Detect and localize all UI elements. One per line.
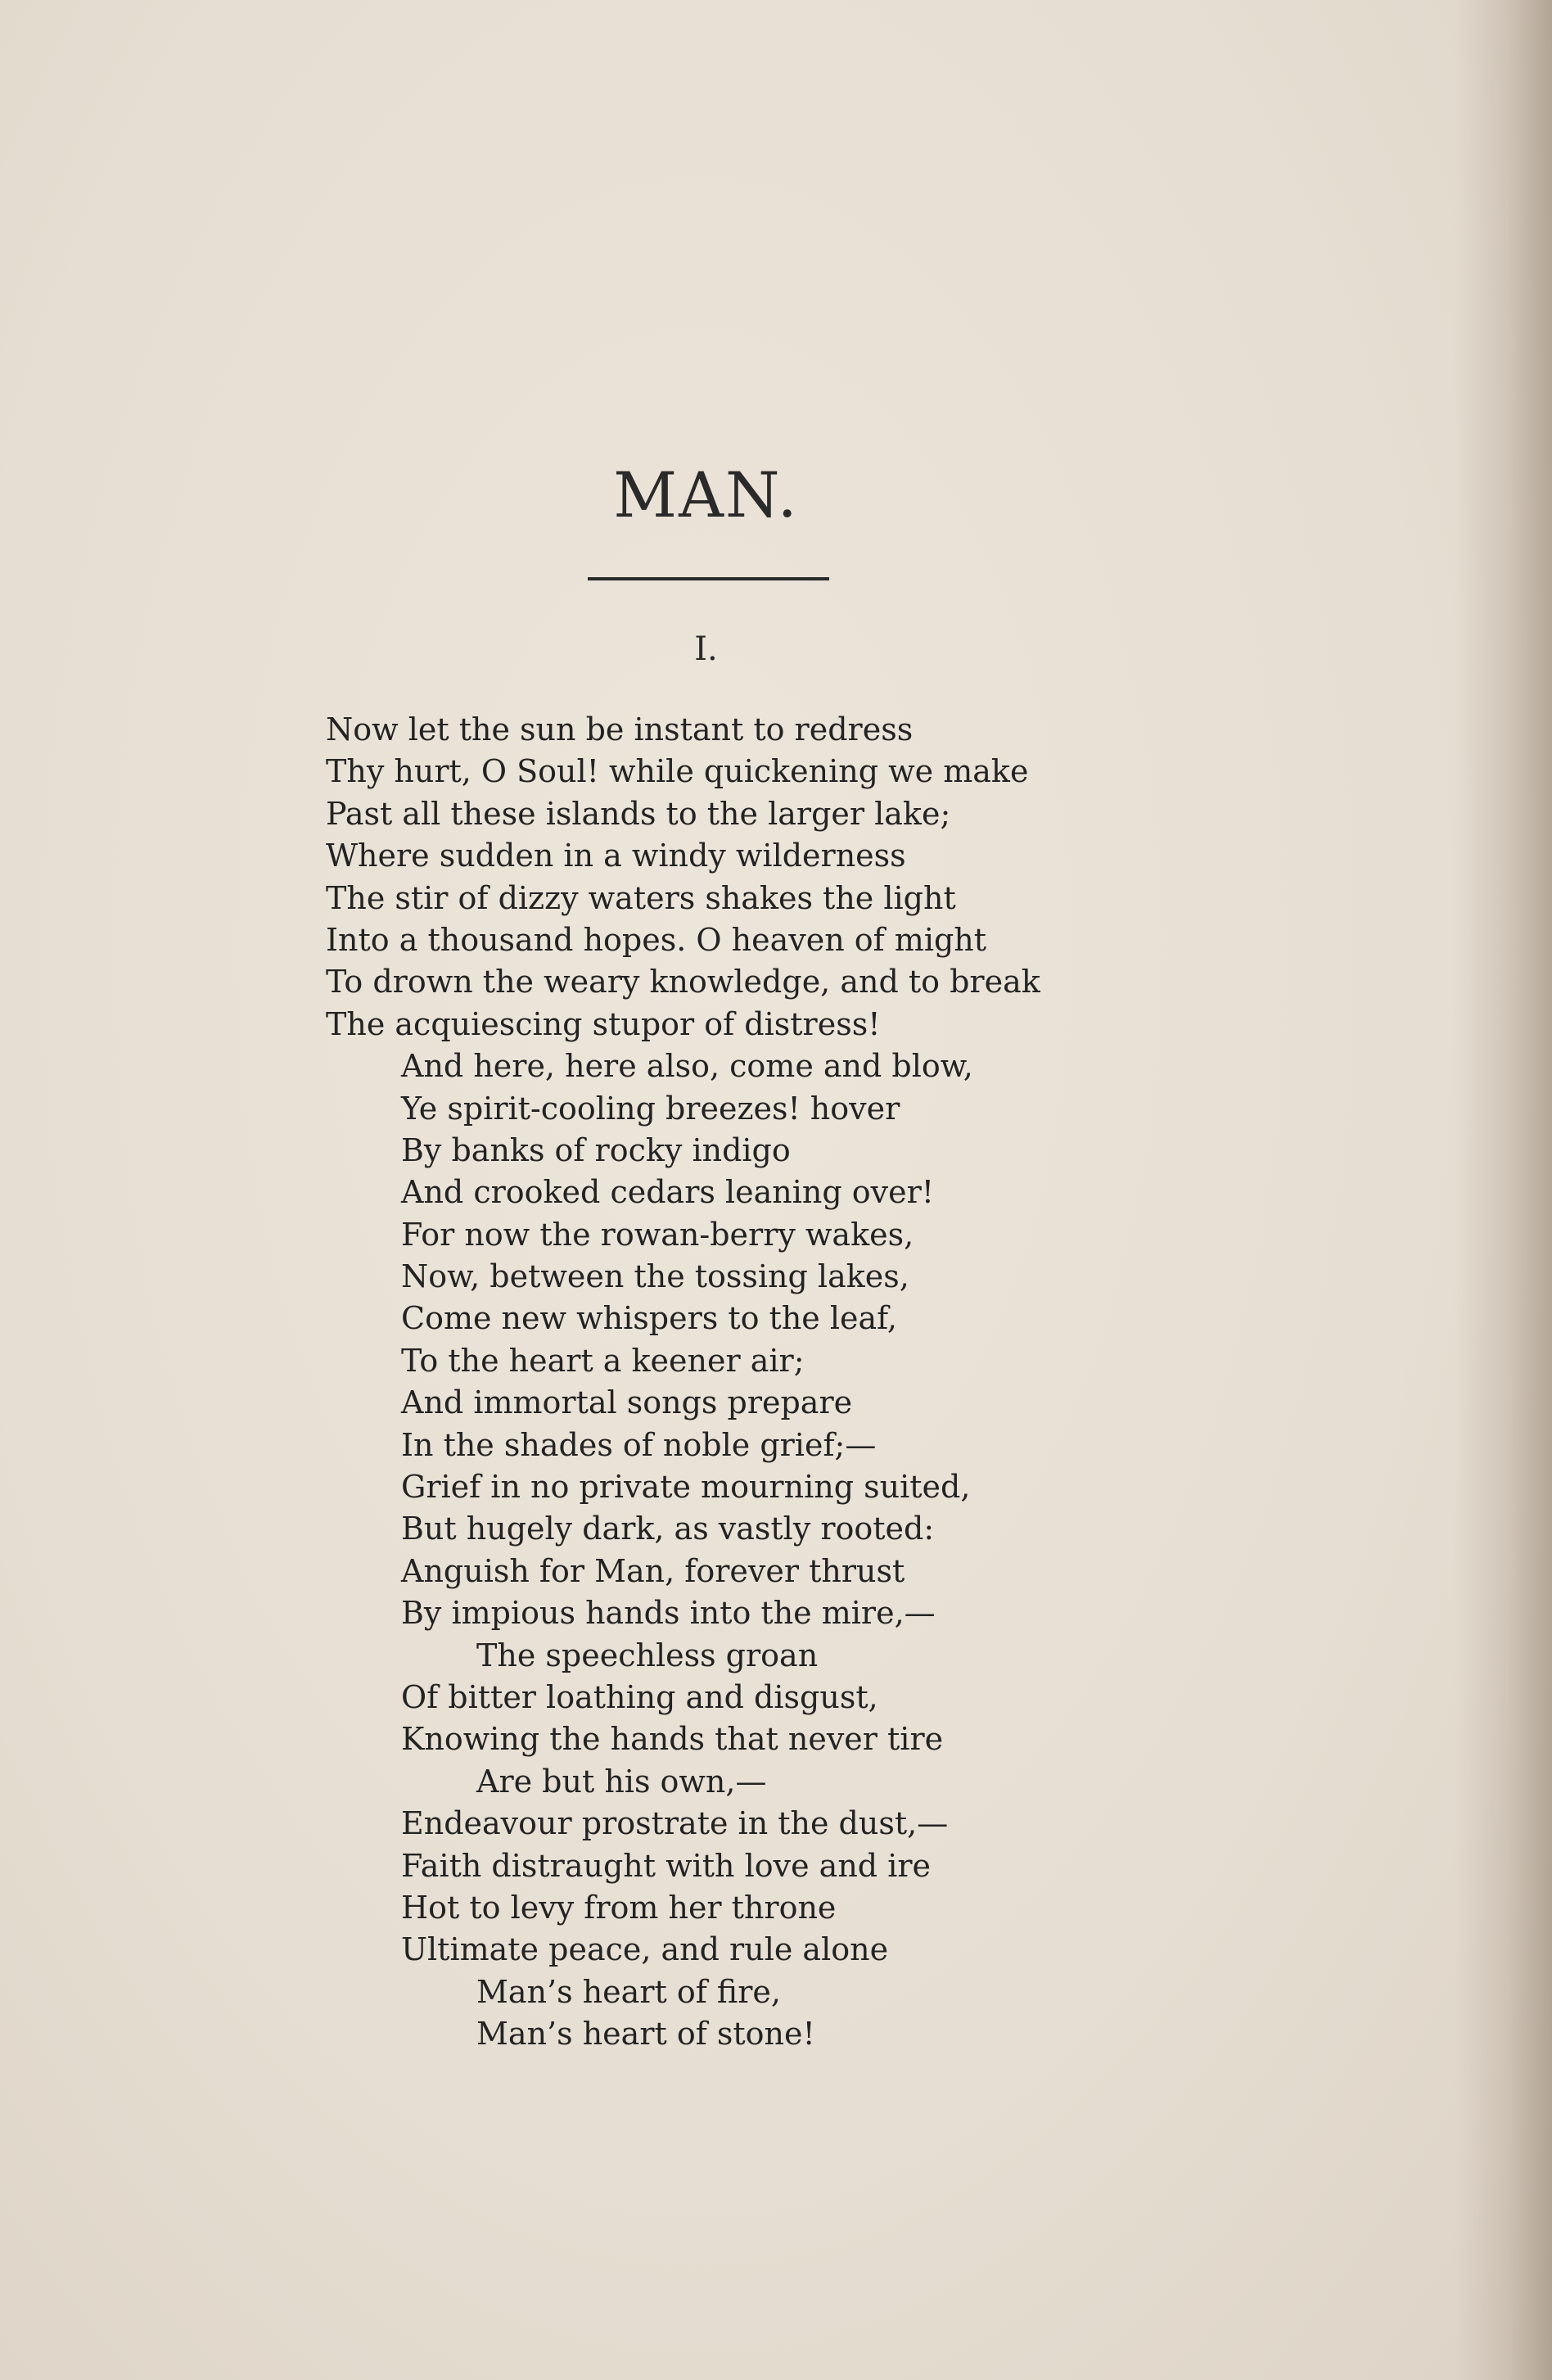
poem-line: Ultimate peace, and rule alone (401, 1931, 889, 1968)
poem-line: Man’s heart of stone! (476, 2016, 815, 2053)
poem-stanza (326, 709, 1040, 2056)
poem-line: Are but his own,— (476, 1763, 767, 1800)
poem-line: Thy hurt, O Soul! while quickening we make (326, 753, 1029, 790)
binding-shadow (1454, 0, 1552, 2380)
poem-line: And crooked cedars leaning over! (401, 1174, 935, 1211)
poem-line: Where sudden in a windy wilderness (326, 838, 906, 874)
section-number: I. (694, 630, 718, 668)
poem-line: Hot to levy from her throne (401, 1889, 837, 1926)
poem-line: Endeavour prostrate in the dust,— (401, 1805, 949, 1842)
poem-line: And here, here also, come and blow, (401, 1048, 973, 1085)
poem-line: By banks of rocky indigo (401, 1131, 791, 1168)
poem-line: Past all these islands to the larger lake; (326, 795, 951, 832)
poem-line: But hugely dark, as vastly rooted: (401, 1511, 935, 1547)
poem-line: Man’s heart of fire, (476, 1973, 781, 2010)
title-rule (588, 577, 829, 580)
poem-line: Ye spirit-cooling breezes! hover (401, 1090, 900, 1127)
poem-line: Knowing the hands that never tire (401, 1721, 944, 1758)
poem-line: To the heart a keener air; (401, 1342, 805, 1379)
poem-line: The speechless groan (476, 1637, 819, 1673)
poem-line: For now the rowan-berry wakes, (401, 1216, 914, 1253)
poem-line: The acquiescing stupor of distress! (326, 1005, 881, 1042)
poem-line: Now, between the tossing lakes, (401, 1258, 909, 1295)
poem-line: Anguish for Man, forever thrust (401, 1552, 905, 1589)
poem-line: Grief in no private mourning suited, (401, 1469, 971, 1506)
poem-line: To drown the weary knowledge, and to break (326, 964, 1040, 1000)
poem-line: Faith distraught with love and ire (401, 1847, 932, 1884)
poem-line: The stir of dizzy waters shakes the light (326, 879, 956, 916)
poem-line: Of bitter loathing and disgust, (401, 1678, 878, 1715)
poem-line: By impious hands into the mire,— (401, 1595, 936, 1632)
poem-line: Now let the sun be instant to redress (326, 711, 914, 747)
poem-title: MAN. (613, 458, 799, 531)
poem-line: Into a thousand hopes. O heaven of might (326, 921, 987, 958)
poem-line: And immortal songs prepare (401, 1384, 853, 1421)
poem-line: In the shades of noble grief;— (401, 1426, 877, 1463)
poem-line: Come new whispers to the leaf, (401, 1300, 897, 1337)
